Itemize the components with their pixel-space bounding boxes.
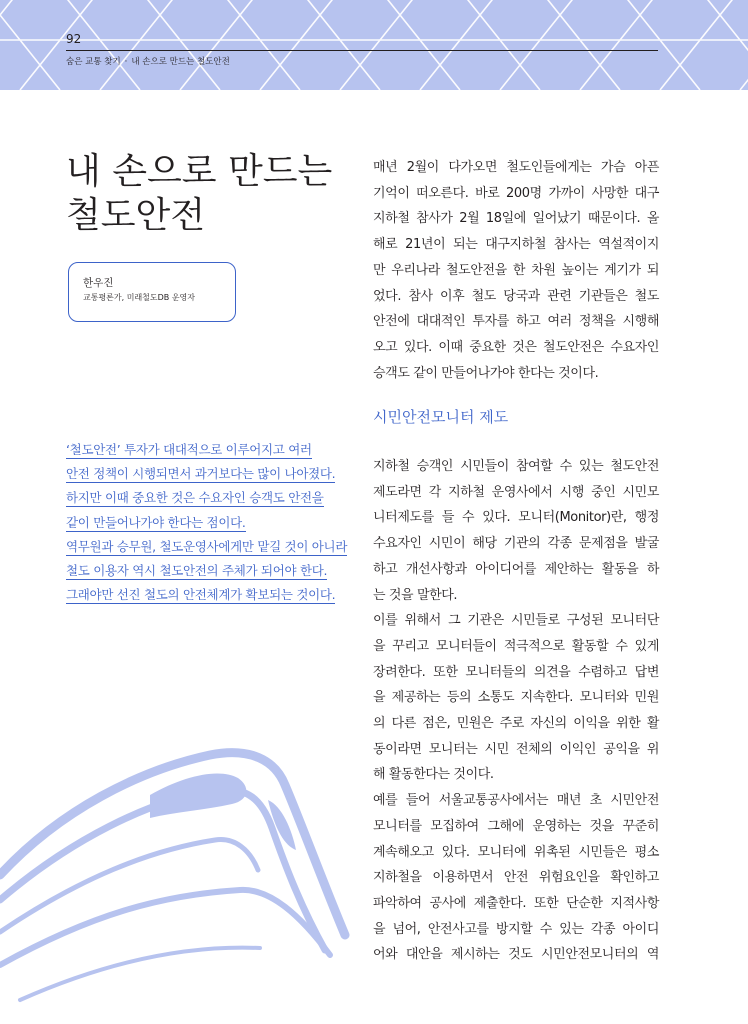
text-line: 모니터를 모집하여 그해에 운영하는 것을 꾸준히 (373, 818, 659, 834)
text-line: 제도라면 각 지하철 운영사에서 시행 중인 시민모 (373, 484, 659, 500)
text-line: 을 꾸리고 모니터들이 적극적으로 활동할 수 있게 (373, 638, 659, 654)
text-line: 매년 2월이 다가오면 철도인들에게는 가슴 아픈 (373, 160, 659, 175)
article-title-line-1: 내 손으로 만드는 (66, 151, 333, 192)
text-line: 었다. 참사 이후 철도 당국과 관련 기관들은 철도 (373, 288, 659, 304)
header-band (0, 0, 748, 90)
train-illustration (0, 700, 360, 1020)
article-title-line-2: 철도안전 (66, 195, 206, 236)
header-rule (66, 50, 658, 51)
text-line: 을 넘어, 안전사고를 방지할 수 있는 각종 아이디 (373, 921, 659, 937)
text-line: 어와 대안을 제시하는 것도 시민안전모니터의 역 (373, 947, 659, 963)
text-line: 수요자인 시민이 해당 기관의 각종 문제점을 발굴 (373, 536, 659, 552)
text-line: 니터제도를 들 수 있다. 모니터(Monitor)란, 행정 (373, 510, 659, 526)
text-line: 지하철 승객인 시민들이 참여할 수 있는 철도안전 (373, 459, 659, 474)
breadcrumb-article: 내 손으로 만드는 철도안전 (131, 57, 230, 67)
article-title (66, 150, 356, 238)
pull-quote-line: 철도 이용자 역시 철도안전의 주체가 되어야 한다. (66, 563, 328, 579)
header-triangle-pattern (0, 0, 748, 90)
breadcrumb-section[interactable]: 숨은 교통 찾기 (66, 57, 121, 67)
text-line: 파악하여 공사에 제출한다. 또한 단순한 지적사항 (373, 895, 659, 911)
section-heading: 시민안전모니터 제도 (373, 408, 509, 426)
text-line: 하고 개선사항과 아이디어를 제안하는 활동을 하 (373, 561, 659, 577)
pull-quote-line: 안전 정책이 시행되면서 과거보다는 많이 나아졌다. (66, 466, 336, 482)
text-line: 안전에 대대적인 투자를 하고 여러 정책을 시행해 (373, 314, 659, 330)
text-line: 는 것을 말한다. (373, 587, 458, 603)
text-line: 계속해오고 있다. 모니터에 위촉된 시민들은 평소 (373, 844, 659, 860)
section-body (373, 454, 659, 968)
text-line: 해로 21년이 되는 대구지하철 참사는 역설적이지 (373, 237, 659, 253)
text-line: 동이라면 모니터는 시민 전체의 이익인 공익을 위 (373, 741, 659, 757)
pull-quote-line: 역무원과 승무원, 철도운영사에게만 맡길 것이 아니라 (66, 538, 348, 554)
intro-paragraph (373, 155, 659, 386)
text-line: 기억이 떠오른다. 바로 200명 가까이 사망한 대구 (373, 185, 659, 201)
pull-quote-line: ‘철도안전’ 투자가 대대적으로 이루어지고 여러 (66, 442, 312, 457)
breadcrumb (66, 55, 230, 67)
text-line: 이를 위해서 그 기관은 시민들로 구성된 모니터단 (373, 613, 659, 629)
pull-quote-line: 하지만 이때 중요한 것은 수요자인 승객도 안전을 (66, 490, 324, 506)
text-line: 지하철 참사가 2월 18일에 일어났기 때문이다. 올 (373, 211, 659, 227)
text-line: 예를 들어 서울교통공사에서는 매년 초 시민안전 (373, 793, 659, 809)
pull-quote-line: 같이 만들어나가야 한다는 점이다. (66, 514, 246, 530)
text-line: 만 우리나라 철도안전을 한 차원 높이는 계기가 되 (373, 262, 659, 278)
text-line: 지하철을 이용하면서 안전 위험요인을 확인하고 (373, 870, 659, 886)
text-line: 을 제공하는 등의 소통도 지속한다. 모니터와 민원 (373, 690, 659, 706)
pull-quote (66, 438, 356, 607)
author-name: 한우진 (83, 277, 114, 289)
text-line: 오고 있다. 이때 중요한 것은 철도안전은 수요자인 (373, 339, 659, 355)
breadcrumb-separator: · (124, 57, 128, 67)
page-number: 92 (66, 32, 82, 46)
text-line: 승객도 같이 만들어나가야 한다는 것이다. (373, 365, 599, 381)
text-line: 장려한다. 또한 모니터들의 의견을 수렴하고 답변 (373, 664, 659, 680)
text-line: 의 다른 점은, 민원은 주로 자신의 이익을 위한 활 (373, 716, 659, 732)
pull-quote-line: 그래야만 선진 철도의 안전체계가 확보되는 것이다. (66, 587, 336, 603)
author-box (68, 262, 236, 322)
text-line: 해 활동한다는 것이다. (373, 767, 494, 783)
author-role: 교통평론가, 미래철도DB 운영자 (83, 293, 196, 302)
